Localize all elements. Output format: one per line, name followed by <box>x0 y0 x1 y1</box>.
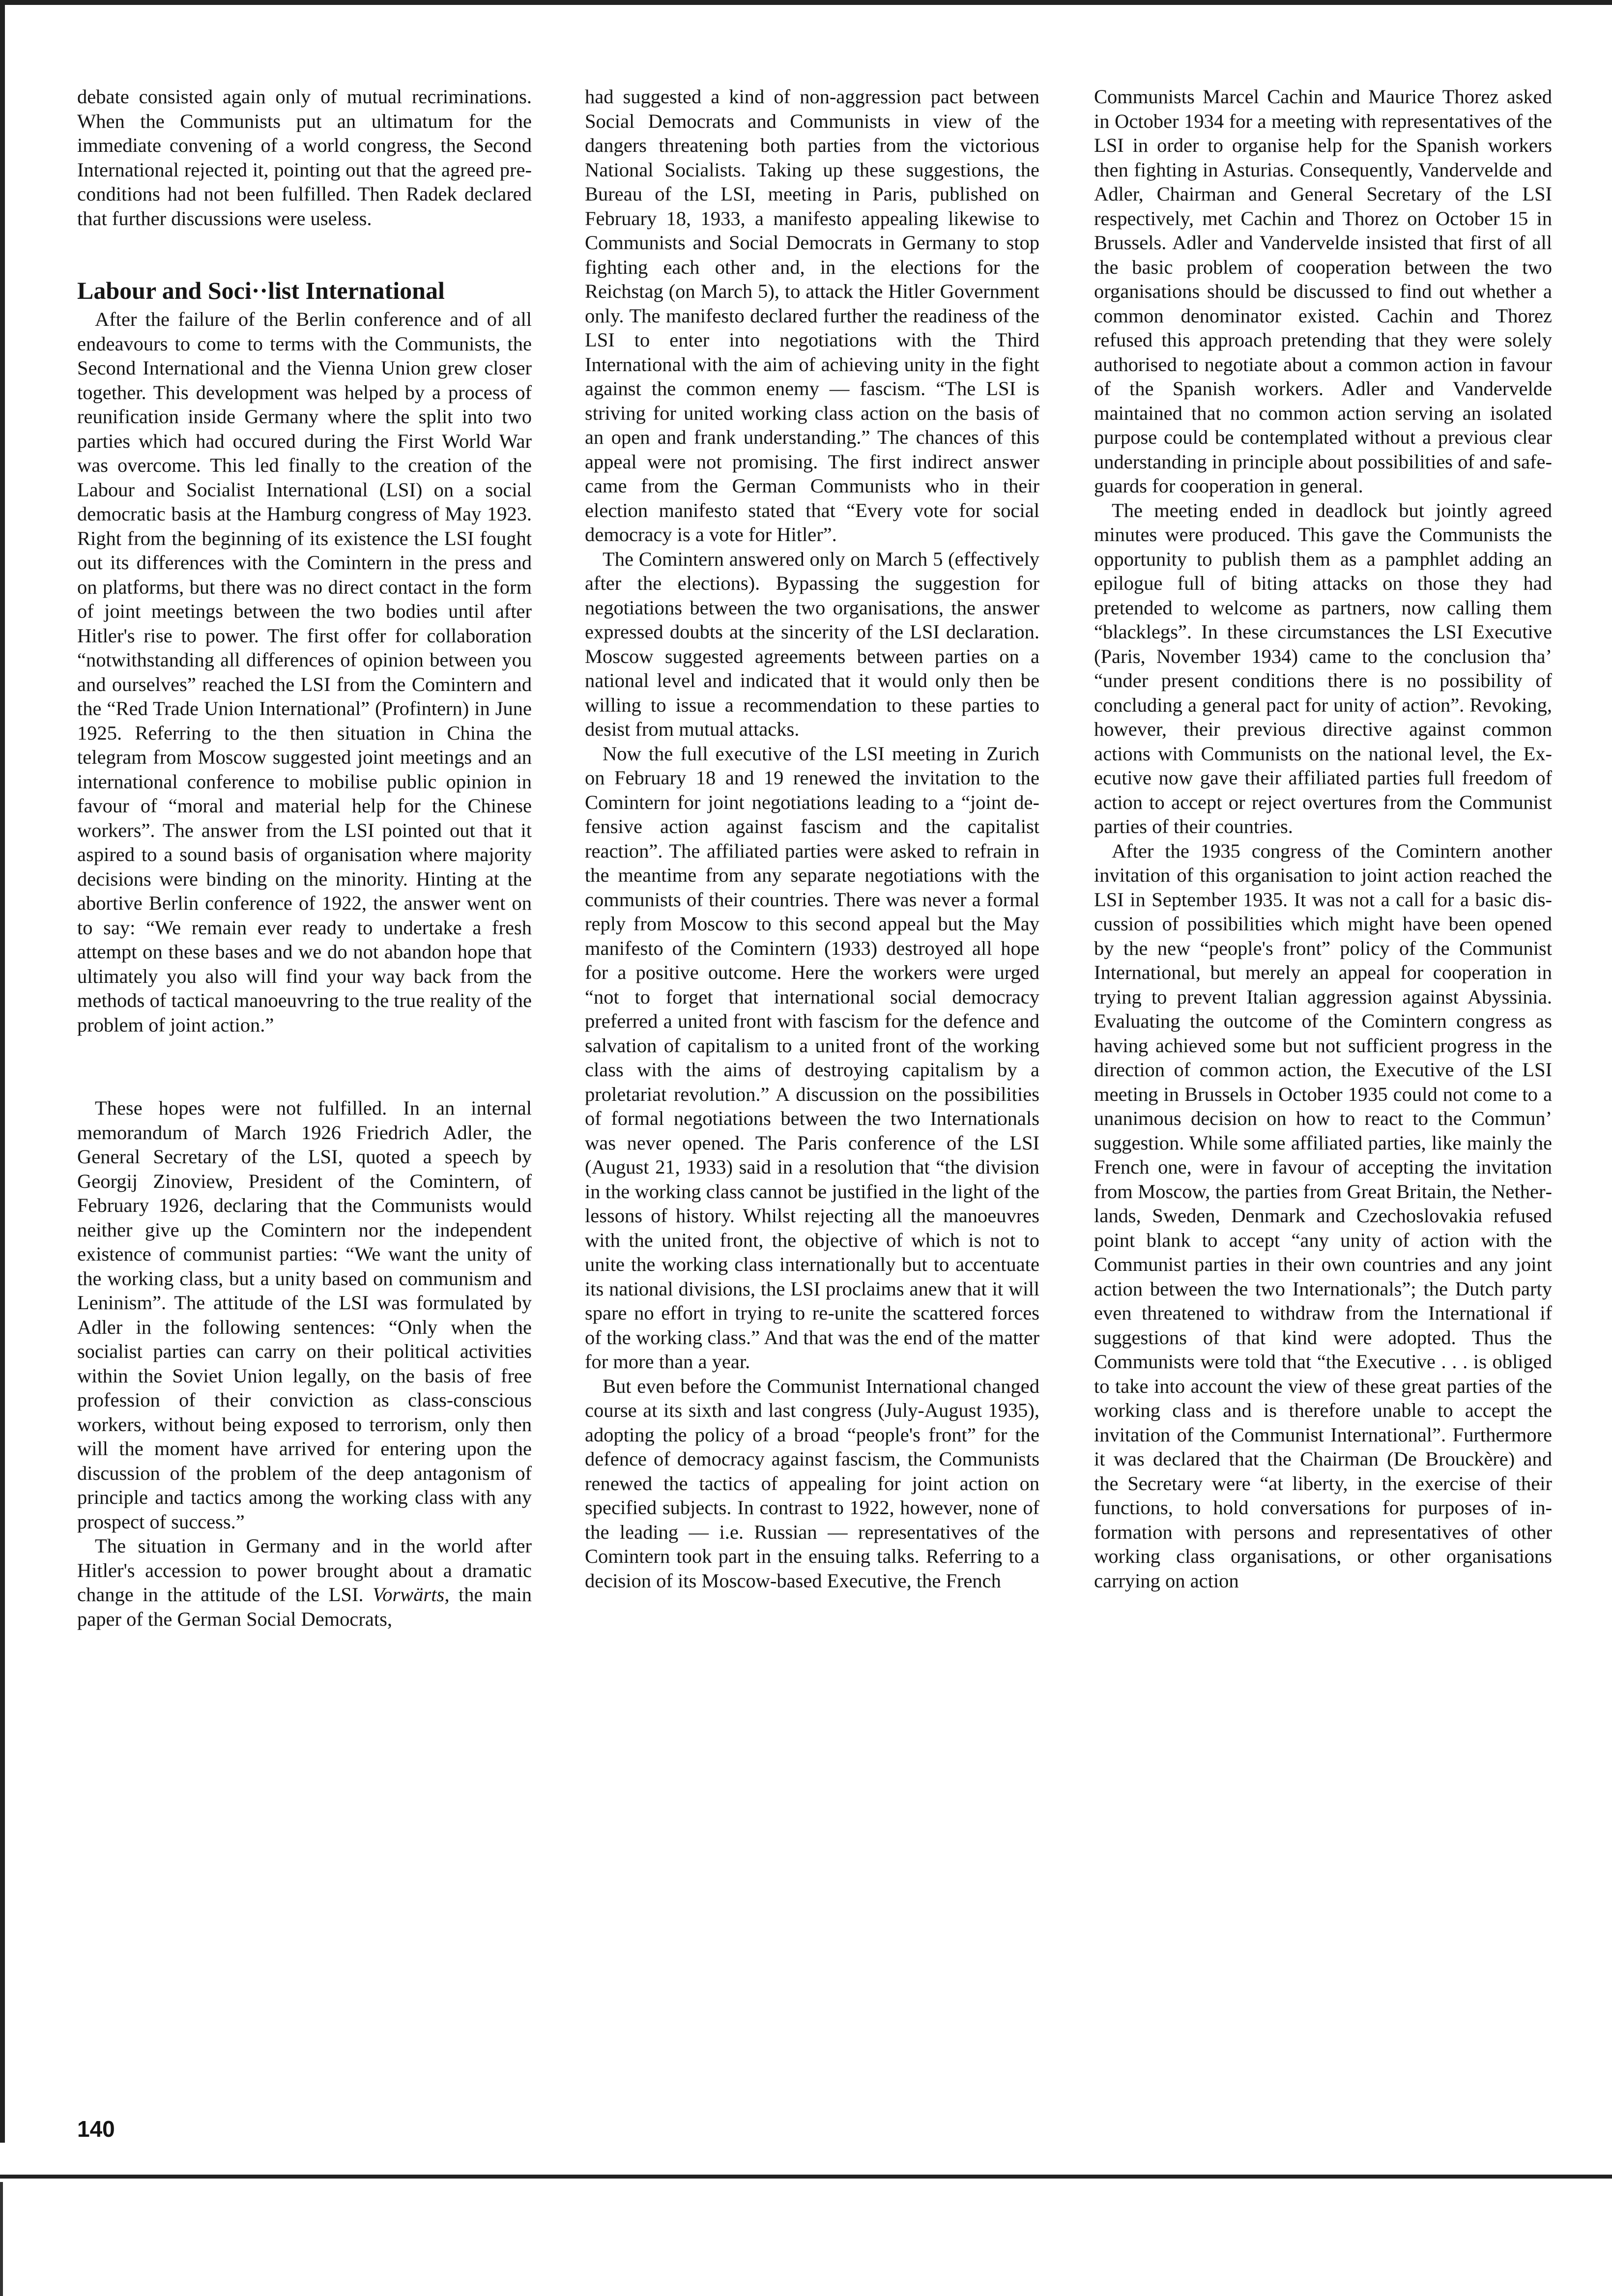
paragraph: These hopes were not fulfilled. In an internal memorandum of March 1926 Friedrich Adler, the General Secretary of the LSI, quoted a speech by Georgij Zinoview, President of the Comintern, of February 1926, declaring that the Communists would neither give up the Comintern nor the independent existence of communist parties: “We want the unity of the working class, but a unity based on communism and Leninism”. The attitude of the LSI was formulated by Adler in the following sentences: “Only when the socialist parties can carry on their political activities within the Soviet Union legally, on the basis of free profession of their conviction as class-conscious workers, without being exposed to terrorism, only then will the moment have arrived for entering upon the discussion of the problem of the deep antagonism of principle and tactics among the working class with any prospect of success.” <box>77 1097 532 1533</box>
paragraph: The meeting ended in deadlock but jointly agreed minutes were produced. This gave the Communists the opportunity to publish them as a pamphlet adding an epilogue full of biting attacks on those they had pretended to welcome as partners, now calling them “blacklegs”. In these circumstances the LSI Executive (Paris, November 1934) came to the conclusion tha’ “under present conditions there is no possibility of concluding a general pact for unity of action”. Revoking, however, their previous directive against common actions with Communists on the national level, the Executive now gave their affiliated parties full freedom of action to accept or reject overtures from the Communist parties of their countries. <box>1094 499 1552 837</box>
paragraph: After the failure of the Berlin conference and of all endeavours to come to terms with the Communists, the Second International and the Vienna Union grew closer together. This development was helped by a process of reunification inside Germany where the split into two parties which had occured during the First World War was overcome. This led finally to the creation of the Labour and Socialist International (LSI) on a social democratic basis at the Hamburg congress of May 1923. Right from the beginning of its existence the LSI fought out its differences with the Comintern in the press and on platforms, but there was no direct contact in the form of joint meetings between the two bodies until after Hitler's rise to power. The first offer for collaboration “notwithstanding all differences of opinion between you and ourselves” reached the LSI from the Comintern and the “Red Trade Union International” (Profintern) in June 1925. Referring to the then situation in China the telegram from Moscow suggested joint meetings and an international conference to mobilise public opinion in favour of “moral and material help for the Chinese workers”. The answer from the LSI pointed out that it aspired to a sound basis of organisation where majority decisions were binding on the minority. Hinting at the abortive Berlin conference of 1922, the answer went on to say: “We remain ever ready to undertake a fresh attempt on these bases and we do not abandon hope that ultimately you also will find your way back from the methods of tactical manoeuvring to the true reality of the problem of joint action.” <box>77 308 532 1036</box>
newspaper-title: Vorwärts, <box>373 1583 450 1606</box>
paragraph: had suggested a kind of non-aggression pact between Social Democrats and Communists in view of the dangers threatening both parties from the victorious National Socialists. Taking up these suggestions, the Bureau of the LSI, meeting in Paris, published on February 18, 1933, a manifesto appealing likewise to Communists and Social Democrats in Germany to stop fighting each other and, in the elections for the Reichstag (on March 5), to attack the Hitler Government only. The manifesto declared further the readiness of the LSI to enter into negotiations with the Third International with the aim of achieving unity in the fight against the common enemy — fascism. “The LSI is striving for united working class action on the basis of an open and frank understanding.” The chances of this appeal were not promising. The first indirect answer came from the German Communists who in their election manifesto stated that “Every vote for social democracy is a vote for Hitler”. <box>585 86 1039 545</box>
paragraph <box>77 1534 532 1631</box>
bottom-border-rule <box>0 2175 1612 2179</box>
paragraph: Communists Marcel Cachin and Maurice Thorez asked in October 1934 for a meeting with representatives of the LSI in order to organise help for the Spanish workers then fighting in Asturias. Consequently, Vandervelde and Adler, Chairman and General Secretary of the LSI respectively, met Cachin and Thorez on October 15 in Brussels. Adler and Vandervelde insisted that first of all the basic problem of cooperation between the two organisations should be discussed to find out whether a common denominator existed. Cachin and Thorez refused this approach pretending that they were solely authorised to negotiate about a common action in favour of the Spanish workers. Adler and Vandervelde maintained that no common action serving an isolated purpose could be contemplated without a previous clear understanding in principle about possibilities of and safeguards for cooperation in general. <box>1094 86 1552 497</box>
text-run: the main paper of the German Social Democrats, <box>77 1583 532 1630</box>
paragraph: After the 1935 congress of the Comintern another invitation of this organisation to joint action reached the LSI in September 1935. It was not a call for a basic discussion of possibilities which might have been opened by the new “people's front” policy of the Communist International, but merely an appeal for cooperation in trying to prevent Italian aggression against Abyssinia. Evaluating the outcome of the Comintern congress as having achieved some but not sufficient progress in the direction of common action, the Executive of the LSI meeting in Brussels in October 1935 could not come to a unanimous decision on how to react to the Commun’ suggestion. While some affiliated parties, like mainly the French one, were in favour of accepting the invitation from Moscow, the parties from Great Britain, the Netherlands, Sweden, Denmark and Czechoslovakia refused point blank to accept “any unity of action with the Communist parties in their own countries and any joint action between the two Internationals”; the Dutch party even threatened to withdraw from the International if suggestions of that kind were adopted. Thus the Communists were told that “the Executive . . . is obliged to take into account the view of these great parties of the working class and is therefore unable to accept the invitation of the Communist International”. Furthermore it was declared that the Chairman (De Brouckère) and the Secretary were “at liberty, in the exercise of their functions, to hold conversations for purposes of information with persons and representatives of other working class organisations, or other organisations carrying on action <box>1094 839 1552 1592</box>
paragraph: But even before the Communist International changed course at its sixth and last congress (July-August 1935), adopting the policy of a broad “people's front” for the defence of democracy against fascism, the Communists renewed the tactics of appealing for joint action on specified subjects. In contrast to 1922, however, none of the leading — i.e. Russian — representatives of the Comintern took part in the ensuing talks. Referring to a decision of its Moscow-based Executive, the French <box>585 1375 1039 1592</box>
scan-edge-mark <box>0 2182 3 2296</box>
column-1 <box>77 85 532 2075</box>
column-2 <box>585 85 1039 2075</box>
paragraph: The Comintern answered only on March 5 (effectively after the elections). Bypassing the suggestion for negotiations between the two organisations, the answer expressed doubts at the sincerity of the LSI declaration. Moscow suggested agreements between parties on a national level and indicated that it would only then be willing to issue a recommendation to these parties to desist from mutual attacks. <box>585 547 1039 740</box>
page-number: 140 <box>77 2116 115 2142</box>
top-border-rule <box>0 0 1612 5</box>
column-3 <box>1094 85 1552 2075</box>
paragraph: debate consisted again only of mutual recriminations. When the Communists put an ultimatum for the immediate convening of a world congress, the Second International rejected it, pointing out that the agreed pre-conditions had not been fulfilled. Then Radek declared that further discussions were useless. <box>77 86 532 230</box>
left-border-rule <box>0 0 5 2143</box>
section-heading: Labour and Soci··list International <box>77 277 445 304</box>
paragraph: Now the full executive of the LSI meeting in Zurich on February 18 and 19 renewed the invitation to the Comintern for joint negotiations leading to a “joint defensive action against fascism and the capitalist reaction”. The affiliated parties were asked to refrain in the meantime from any separate negotiations with the communists of their countries. There was never a formal reply from Moscow to this second appeal but the May manifesto of the Comintern (1933) destroyed all hope for a positive outcome. Here the workers were urged “not to forget that international social democracy preferred a united front with fascism for the defence and salvation of capitalism to a united front of the working class with the aims of destroying capitalism by a proletariat revolution.” A discussion on the possibilities of formal negotiations between the two Internationals was never opened. The Paris conference of the LSI (August 21, 1933) said in a resolution that “the division in the working class cannot be justified in the light of the lessons of history. Whilst rejecting all the manoeuvres with the united front, the objective of which is not to unite the working class internationally but to accentuate its national divisions, the LSI proclaims anew that it will spare no effort in trying to re-unite the scattered forces of the working class.” And that was the end of the matter for more than a year. <box>585 742 1039 1373</box>
text-run: The situation in Germany and in the world after Hitler's accession to power brought about a dramatic change in the attitude of the LSI. <box>77 1535 532 1606</box>
